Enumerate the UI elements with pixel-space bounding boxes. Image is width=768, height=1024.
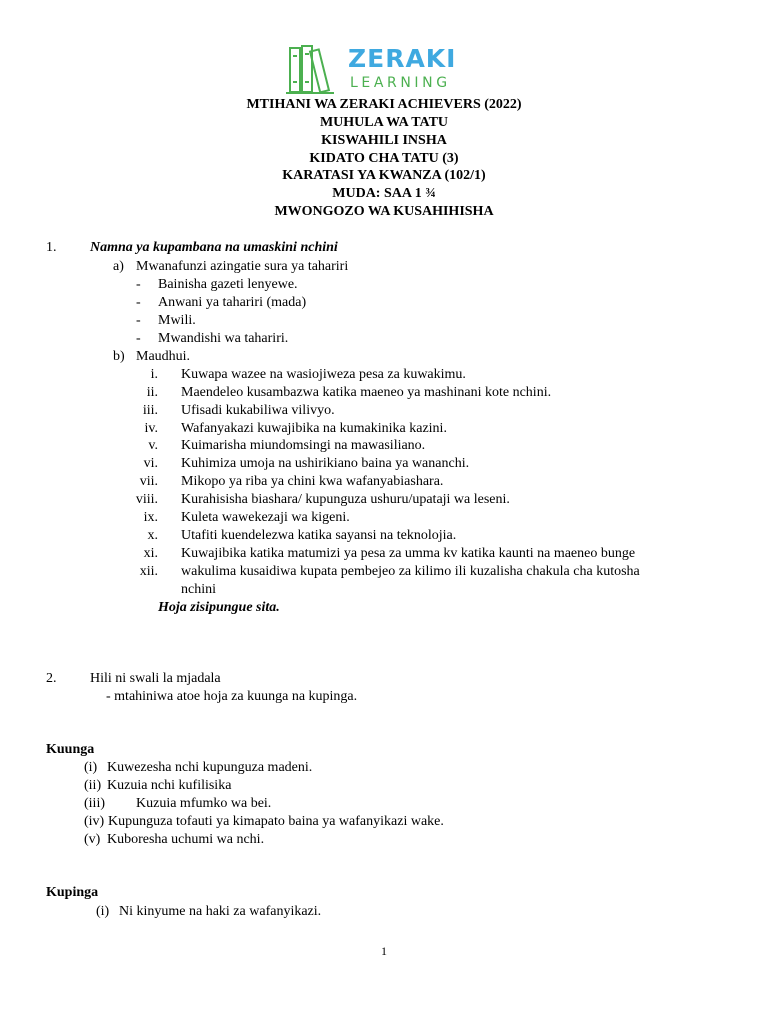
list-item: Ni kinyume na haki za wafanyikazi. <box>119 904 322 919</box>
list-number: ix. <box>143 510 158 525</box>
list-number: vi. <box>143 456 158 471</box>
bullet-dash: - <box>136 295 141 310</box>
q1-note: Hoja zisipungue sita. <box>158 600 280 615</box>
logo-brand: ZERAKI <box>348 44 457 73</box>
list-item: Kuleta wawekezaji wa kigeni. <box>181 510 350 525</box>
q1-a-bullet: Bainisha gazeti lenyewe. <box>158 277 298 292</box>
exam-term: MUHULA WA TATU <box>319 115 449 130</box>
q1-title: Namna ya kupambana na umaskini nchini <box>90 240 338 255</box>
list-item: Kuwapa wazee na wasiojiweza pesa za kuwakimu. <box>181 367 466 382</box>
list-item: Kuzuia nchi kufilisika <box>107 778 232 793</box>
list-number: v. <box>148 438 158 453</box>
list-number: viii. <box>135 492 158 507</box>
kuunga-heading: Kuunga <box>46 742 95 757</box>
bullet-dash: - <box>136 313 141 328</box>
list-number: xi. <box>143 546 158 561</box>
list-item: Wafanyakazi kuwajibika na kumakinika kazini. <box>181 421 447 436</box>
q1-b-text: Maudhui. <box>136 349 191 364</box>
kupinga-heading: Kupinga <box>46 885 99 900</box>
list-item: Kuzuia mfumko wa bei. <box>136 796 272 811</box>
list-item: Maendeleo kusambazwa katika maeneo ya mashinani kote nchini. <box>181 385 552 400</box>
q1-a-text: Mwanafunzi azingatie sura ya tahariri <box>136 259 349 274</box>
q2-number: 2. <box>46 671 57 686</box>
q1-a-marker: a) <box>113 259 124 274</box>
list-number: ii. <box>146 385 158 400</box>
list-number: vii. <box>139 474 158 489</box>
list-item: Utafiti kuendelezwa katika sayansi na teknolojia. <box>181 528 457 543</box>
q2-title: Hili ni swali la mjadala <box>90 671 221 686</box>
marking-scheme-title: MWONGOZO WA KUSAHIHISHA <box>274 204 494 219</box>
zeraki-logo <box>286 42 486 94</box>
q1-a-bullet: Mwandishi wa tahariri. <box>158 331 289 346</box>
list-item: Kuhimiza umoja na ushirikiano baina ya wananchi. <box>181 456 470 471</box>
exam-title: MTIHANI WA ZERAKI ACHIEVERS (2022) <box>246 97 522 112</box>
list-item: Kurahisisha biashara/ kupunguza ushuru/upataji wa leseni. <box>181 492 510 507</box>
list-number: (iii) <box>84 796 105 811</box>
list-item: Ufisadi kukabiliwa vilivyo. <box>181 403 335 418</box>
q1-number: 1. <box>46 240 57 255</box>
list-number: i. <box>150 367 158 382</box>
list-item-continuation: nchini <box>181 582 216 597</box>
list-item: Kuwajibika katika matumizi ya pesa za umma kv katika kaunti na maeneo bunge <box>181 546 636 561</box>
logo-subtitle: LEARNING <box>350 75 451 91</box>
list-item: Kuwezesha nchi kupunguza madeni. <box>107 760 313 775</box>
list-number: (ii) <box>84 778 102 793</box>
list-number: x. <box>147 528 158 543</box>
bullet-dash: - <box>136 331 141 346</box>
q1-b-marker: b) <box>113 349 125 364</box>
q1-a-bullet: Anwani ya tahariri (mada) <box>158 295 307 310</box>
list-number: (i) <box>96 904 110 919</box>
q1-a-bullet: Mwili. <box>158 313 196 328</box>
bullet-dash: - <box>136 277 141 292</box>
exam-duration: MUDA: SAA 1 ¾ <box>332 186 436 201</box>
list-item: Kuboresha uchumi wa nchi. <box>107 832 265 847</box>
q2-instruction: - mtahiniwa atoe hoja za kuunga na kupinga. <box>106 689 358 704</box>
list-number: (v) <box>84 832 101 847</box>
exam-subject: KISWAHILI INSHA <box>321 133 447 148</box>
list-item: Mikopo ya riba ya chini kwa wafanyabiashara. <box>181 474 444 489</box>
list-number: xii. <box>139 564 158 579</box>
list-item: Kuimarisha miundomsingi na mawasiliano. <box>181 438 426 453</box>
list-number: (iv) <box>84 814 105 829</box>
list-item: Kupunguza tofauti ya kimapato baina ya wafanyikazi wake. <box>108 814 444 829</box>
list-number: (i) <box>84 760 98 775</box>
list-item: wakulima kusaidiwa kupata pembejeo za kilimo ili kuzalisha chakula cha kutosha <box>181 564 640 579</box>
books-icon <box>286 42 342 94</box>
exam-paper: KARATASI YA KWANZA (102/1) <box>282 168 486 183</box>
exam-form: KIDATO CHA TATU (3) <box>309 151 459 166</box>
list-number: iii. <box>142 403 158 418</box>
list-number: iv. <box>144 421 158 436</box>
page-number: 1 <box>381 944 387 958</box>
